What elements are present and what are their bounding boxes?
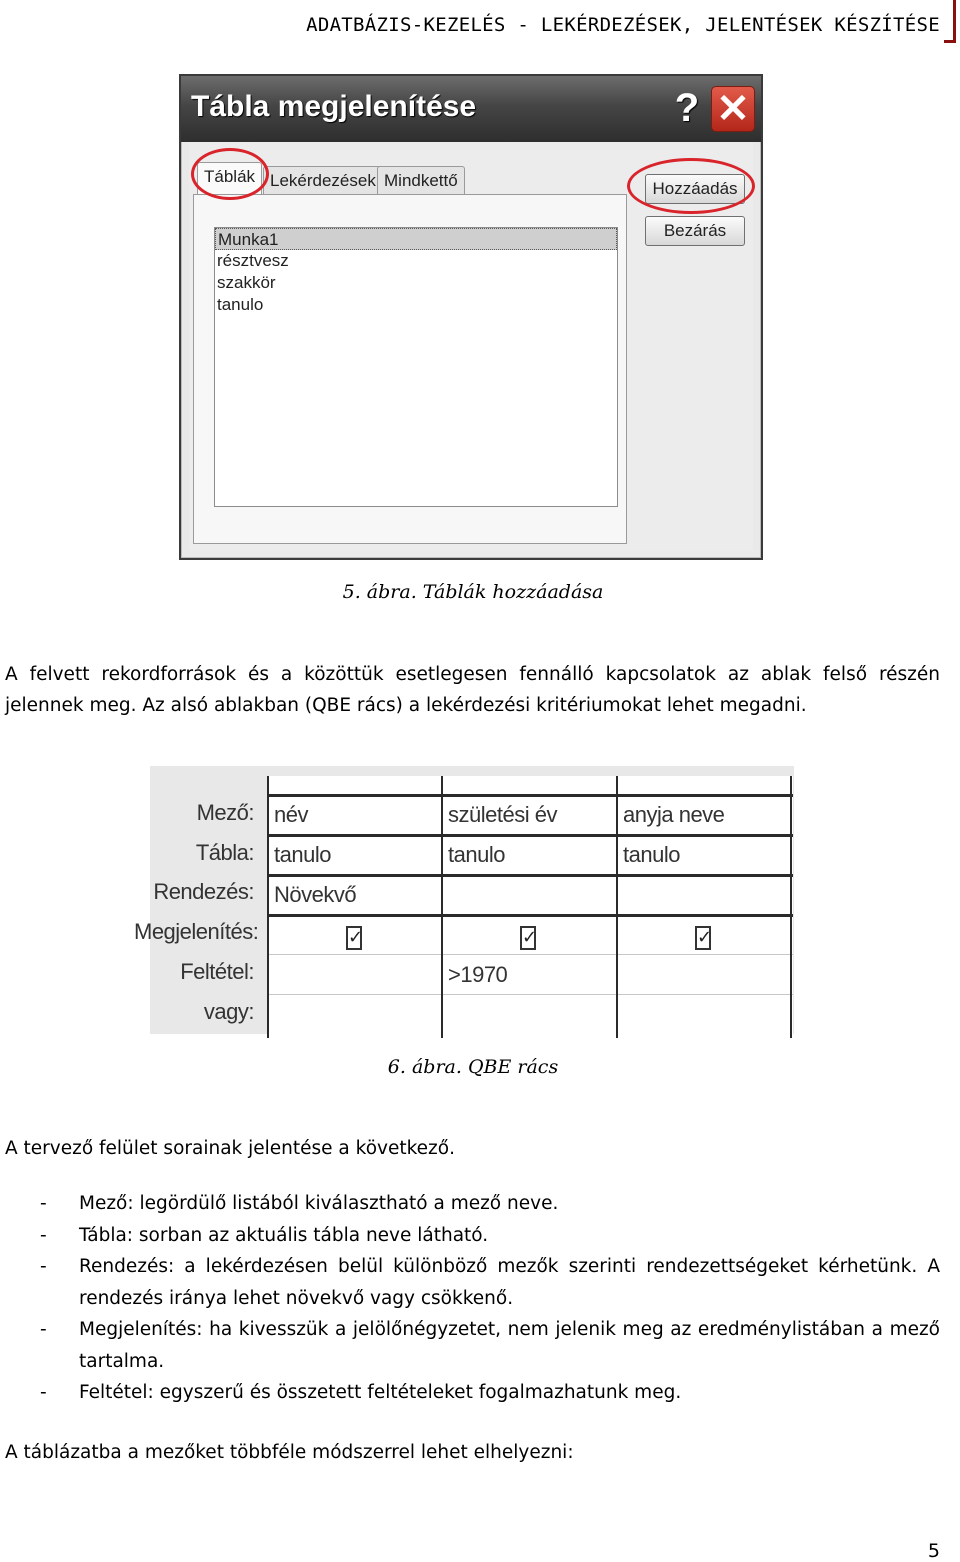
- row-label-criteria: Feltétel:: [180, 959, 254, 984]
- list-item: [0, 1188, 940, 1220]
- header-rule: [953, 0, 956, 40]
- row-label-or: vagy:: [203, 999, 254, 1024]
- grid-line: [267, 954, 793, 955]
- list-item: [0, 1314, 940, 1377]
- highlight-ring: [191, 148, 269, 200]
- table-list[interactable]: [214, 227, 618, 507]
- bullet-dash: -: [40, 1319, 47, 1340]
- list-item[interactable]: szakkör: [217, 273, 276, 292]
- grid-line: [267, 794, 793, 797]
- list-item[interactable]: tanulo: [217, 295, 264, 314]
- header-rule-foot: [944, 40, 956, 43]
- figure-caption: 6. ábra. QBE rács: [387, 1056, 559, 1078]
- bullet-dash: -: [40, 1256, 47, 1277]
- row-label-sort: Rendezés:: [153, 879, 254, 904]
- row-label-table: Tábla:: [195, 840, 254, 865]
- list-item: [0, 1220, 940, 1252]
- criteria-cell[interactable]: >1970: [448, 962, 508, 987]
- list-item[interactable]: résztvesz: [217, 251, 289, 270]
- tab-tables[interactable]: Táblák: [197, 162, 262, 195]
- show-checkbox[interactable]: ✓: [697, 927, 713, 948]
- list-item-text: Mező: legördülő listából kiválasztható a mező neve.: [79, 1193, 559, 1214]
- add-button[interactable]: Hozzáadás: [645, 174, 745, 204]
- dialog-titlebar: [181, 76, 761, 142]
- paragraph: A felvett rekordforrások és a közöttük esetlegesen fennálló kapcsolatok az ablak felső részén jelennek meg. Az alsó ablakban (QBE rács) a lekérdezési kritériumokat lehet megadni.: [5, 664, 940, 716]
- grid-line: [267, 994, 793, 995]
- tab-panel: [193, 194, 627, 544]
- sort-cell[interactable]: Növekvő: [274, 882, 357, 907]
- field-cell[interactable]: születési év: [448, 802, 557, 827]
- help-icon[interactable]: ?: [674, 86, 700, 130]
- show-checkbox[interactable]: ✓: [522, 927, 538, 948]
- bullet-dash: -: [40, 1224, 47, 1246]
- show-table-dialog: [179, 74, 763, 560]
- list-item[interactable]: Munka1: [215, 228, 617, 250]
- tab-queries[interactable]: Lekérdezések: [263, 166, 383, 194]
- highlight-ring: [627, 158, 755, 214]
- table-cell[interactable]: tanulo: [448, 842, 505, 867]
- table-cell[interactable]: tanulo: [274, 842, 331, 867]
- page-number: 5: [927, 1540, 940, 1562]
- list-item-text: Rendezés: a lekérdezésen belül különböző mezők szerinti rendezettségeket kérhetünk. A rendezés iránya lehet növekvő vagy csökkenő.: [79, 1256, 940, 1309]
- grid-line: [267, 874, 793, 877]
- qbe-grid-figure: [134, 766, 794, 1034]
- dialog-title: Tábla megjelenítése: [191, 90, 477, 123]
- row-label-show: Megjelenítés:: [134, 919, 259, 944]
- list-item: [0, 1251, 940, 1314]
- paragraph: A táblázatba a mezőket többféle módszerrel lehet elhelyezni:: [5, 1442, 574, 1463]
- list-item-text: Tábla: sorban az aktuális tábla neve látható.: [79, 1224, 489, 1246]
- row-meaning-list: [0, 1188, 940, 1409]
- grid-line: [267, 834, 793, 837]
- running-header: ADATBÁZIS-KEZELÉS - LEKÉRDEZÉSEK, JELENTÉSEK KÉSZÍTÉSE: [306, 14, 940, 36]
- list-item-text: Megjelenítés: ha kivesszük a jelölőnégyzetet, nem jelenik meg az eredménylistában a mező tartalma.: [79, 1319, 940, 1372]
- tab-both[interactable]: Mindkettő: [377, 166, 465, 194]
- table-cell[interactable]: tanulo: [623, 842, 680, 867]
- close-button[interactable]: Bezárás: [645, 216, 745, 246]
- row-label-field: Mező:: [196, 800, 254, 825]
- field-cell[interactable]: anyja neve: [623, 802, 725, 827]
- grid-line: [267, 914, 793, 917]
- list-item: [0, 1377, 940, 1409]
- field-cell[interactable]: név: [274, 802, 308, 827]
- qbe-grid: [267, 776, 793, 1038]
- bullet-dash: -: [40, 1382, 47, 1403]
- list-item-text: Feltétel: egyszerű és összetett feltételeket fogalmazhatunk meg.: [79, 1382, 682, 1403]
- bullet-dash: -: [40, 1193, 47, 1214]
- show-checkbox[interactable]: ✓: [348, 927, 364, 948]
- close-icon[interactable]: ✕: [711, 86, 755, 132]
- grid-line: [790, 776, 792, 1038]
- figure-caption: 5. ábra. Táblák hozzáadása: [342, 581, 604, 603]
- paragraph: A tervező felület sorainak jelentése a következő.: [5, 1138, 455, 1159]
